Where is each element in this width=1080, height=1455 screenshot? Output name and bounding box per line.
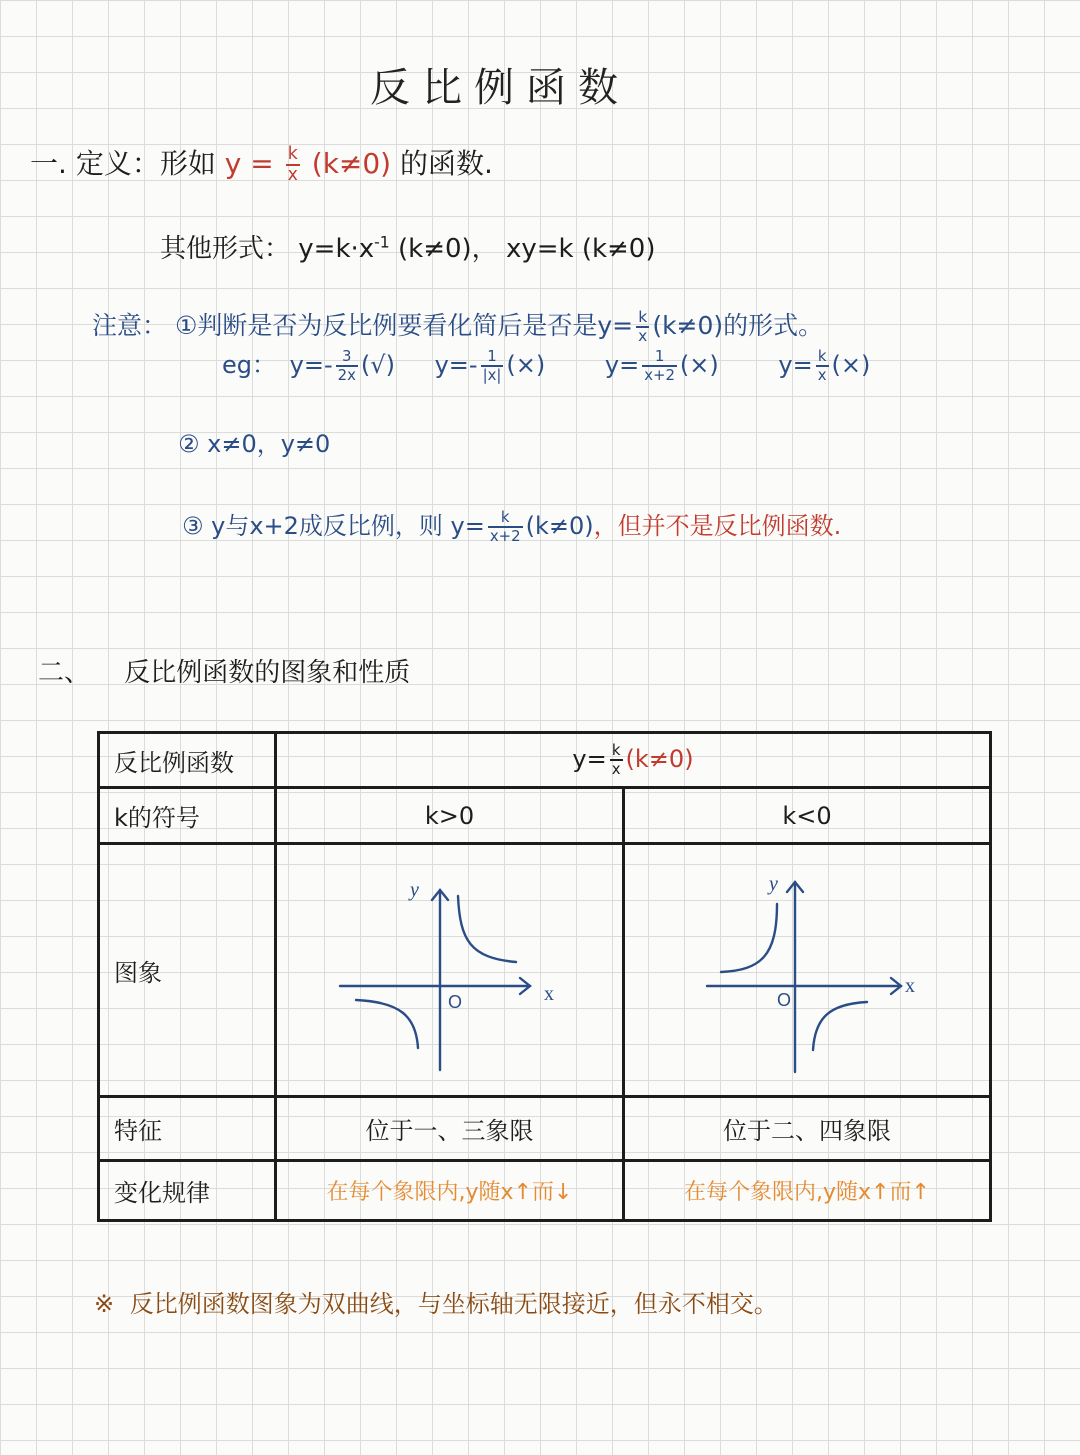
page-title: 反比例函数	[370, 65, 630, 111]
fraction-numerator: k	[611, 741, 621, 760]
example-1-pre: y=-	[289, 351, 333, 379]
feature-negative: 位于二、四象限	[624, 1097, 991, 1161]
note-1-line	[92, 306, 823, 345]
change-positive: 在每个象限内,y随x↑而↓	[276, 1161, 624, 1221]
fraction-numerator: 1	[487, 347, 497, 366]
fraction-denominator: x	[817, 366, 827, 384]
note-3-condition: (k≠0)	[525, 512, 594, 540]
example-4	[778, 347, 871, 384]
footer-note	[94, 1284, 778, 1319]
fraction-numerator: k	[287, 143, 298, 164]
section1-suffix: 的函数.	[400, 147, 493, 180]
definition-line	[30, 142, 493, 184]
example-4-pre: y=	[778, 351, 813, 379]
fraction-numerator: k	[817, 347, 827, 366]
footer-text: 反比例函数图象为双曲线，与坐标轴无限接近，但永不相交。	[129, 1290, 778, 1318]
section1-number: 一.	[30, 147, 67, 180]
y-axis-label: y	[769, 873, 778, 895]
table-formula-condition: (k≠0)	[625, 745, 694, 773]
row2-label: k的符号	[99, 788, 276, 844]
fraction-numerator: 1	[654, 347, 665, 366]
hyperbola-branch-q2	[721, 904, 777, 972]
origin-label: O	[777, 990, 792, 1010]
table-row	[99, 788, 991, 844]
row1-label: 反比例函数	[99, 733, 276, 788]
note-3-pre: ③ y与x+2成反比例，则 y=	[182, 512, 485, 540]
section2-title: 反比例函数的图象和性质	[124, 658, 411, 688]
y-axis-label: y	[409, 879, 419, 901]
other-forms-line	[160, 228, 656, 265]
other-form-1: y=k·x	[298, 234, 375, 264]
origin-label: O	[447, 992, 462, 1012]
note-1-end: (k≠0)的形式。	[652, 311, 824, 340]
example-2-pre: y=-	[434, 351, 478, 379]
fraction-numerator: k	[500, 508, 510, 527]
other-forms-label: 其他形式：	[160, 234, 291, 264]
row3-label: 图象	[99, 844, 276, 1097]
definition-formula	[224, 143, 400, 185]
example-3-pre: y=	[604, 351, 640, 379]
example-2-mark: (×)	[506, 351, 546, 379]
note-3-line	[182, 506, 841, 544]
properties-table	[97, 731, 992, 1222]
formula-y: y =	[224, 147, 274, 180]
table-formula-y: y=	[572, 745, 607, 773]
graph-k-positive	[320, 860, 580, 1080]
fraction-denominator: x	[287, 165, 298, 185]
hyperbola-branch-q3	[356, 1000, 418, 1048]
change-negative: 在每个象限内,y随x↑而↑	[624, 1161, 991, 1221]
fraction-denominator: x+2	[644, 366, 675, 384]
example-3-mark: (×)	[679, 351, 719, 379]
table-row	[99, 1097, 991, 1161]
notes-label: 注意：	[92, 311, 168, 340]
fraction-denominator: 2x	[337, 366, 356, 384]
note-2: ② x≠0，y≠0	[178, 430, 331, 458]
fraction-denominator: x+2	[489, 527, 521, 545]
table-row	[99, 844, 991, 1097]
formula-condition: (k≠0)	[311, 147, 392, 180]
row4-label: 特征	[99, 1097, 276, 1161]
formula-fraction	[286, 143, 300, 185]
k-positive: k>0	[276, 788, 624, 844]
section1-label: 定义：形如	[75, 147, 216, 180]
other-form-1-condition: (k≠0)，	[398, 234, 498, 264]
other-form-1-exponent: -1	[374, 233, 390, 252]
example-1	[289, 347, 395, 384]
example-3	[604, 347, 719, 384]
fraction-numerator: k	[638, 307, 648, 326]
table-row	[99, 733, 991, 788]
fraction-numerator: 3	[342, 347, 352, 366]
section2-number: 二、	[38, 658, 91, 688]
x-axis-label: x	[905, 975, 915, 997]
note-3-red: ，但并不是反比例函数.	[593, 512, 842, 540]
graph-positive-cell	[276, 844, 624, 1097]
star-icon: ※	[94, 1290, 115, 1318]
note-1-fraction	[636, 307, 649, 345]
note-1-text: ①判断是否为反比例要看化简后是否是y=	[174, 311, 634, 340]
example-2	[434, 347, 546, 384]
other-form-2: xy=k (k≠0)	[505, 234, 656, 264]
fraction-denominator: x	[638, 327, 648, 345]
example-1-mark: (√)	[360, 351, 395, 379]
hyperbola-branch-q4	[813, 1002, 867, 1050]
hyperbola-branch-q1	[458, 896, 516, 962]
table-row	[99, 1161, 991, 1221]
k-negative: k<0	[624, 788, 991, 844]
fraction-denominator: x	[611, 760, 621, 778]
x-axis-label: x	[543, 983, 554, 1005]
row1-formula	[276, 733, 991, 788]
note-3-blue	[182, 508, 594, 545]
feature-positive: 位于一、三象限	[276, 1097, 624, 1161]
graph-negative-cell	[624, 844, 991, 1097]
examples-line	[222, 345, 870, 383]
section2-heading	[38, 652, 410, 689]
row5-label: 变化规律	[99, 1161, 276, 1221]
graph-k-negative	[677, 860, 937, 1080]
example-4-mark: (×)	[831, 351, 871, 379]
eg-label: eg：	[222, 351, 276, 379]
fraction-denominator: |x|	[482, 366, 502, 384]
